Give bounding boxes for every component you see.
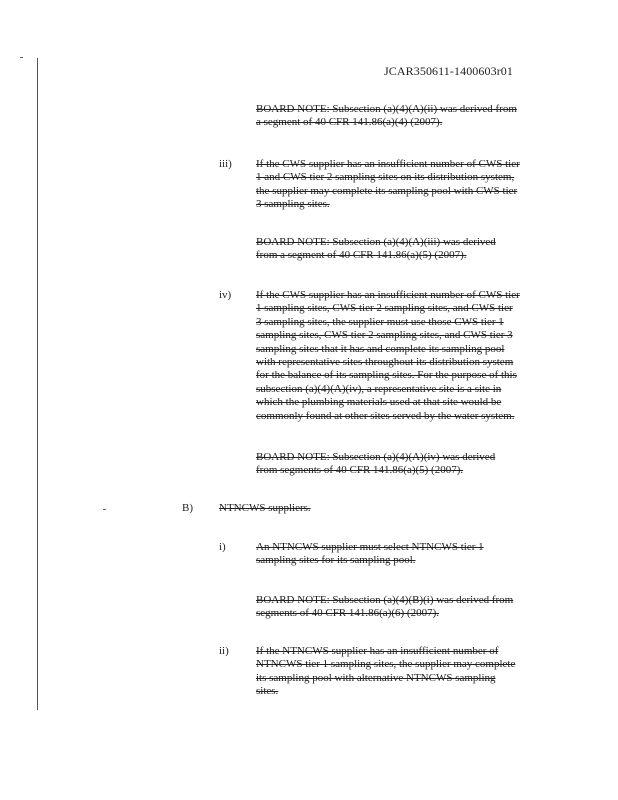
text-line: sampling sites for its sampling pool.	[256, 554, 416, 567]
item-marker: i)	[219, 541, 226, 553]
text-line: BOARD NOTE: Subsection (a)(4)(A)(ii) was derived from	[256, 103, 517, 115]
margin-tick	[103, 509, 106, 510]
item-paragraph	[256, 158, 520, 212]
item-marker: iii)	[219, 158, 232, 170]
text-line: NTNCWS suppliers.	[219, 502, 311, 514]
text-line: sites.	[256, 685, 279, 698]
margin-tick	[20, 57, 23, 58]
text-line: sampling sites, CWS tier 2 sampling sites, and CWS tier 3	[256, 329, 513, 342]
section-heading	[219, 502, 311, 515]
text-line: its sampling pool with alternative NTNCWS sampling	[256, 671, 496, 684]
item-marker: iv)	[219, 289, 232, 301]
item-paragraph	[256, 541, 484, 568]
board-note	[256, 103, 517, 130]
text-line: If the CWS supplier has an insufficient number of CWS tier	[256, 289, 520, 301]
text-line: the supplier may complete its sampling pool with CWS tier	[256, 184, 518, 197]
text-line: from a segment of 40 CFR 141.86(a)(5) (2007).	[256, 249, 467, 262]
text-line: a segment of 40 CFR 141.86(a)(4) (2007).	[256, 116, 443, 129]
text-line: 1 sampling sites, CWS tier 2 sampling sites, and CWS tier	[256, 302, 513, 315]
text-line: 1 and CWS tier 2 sampling sites on its distribution system,	[256, 171, 515, 184]
text-line: from segments of 40 CFR 141.86(a)(5) (2007).	[256, 464, 464, 477]
text-line: NTNCWS tier 1 sampling sites, the supplier may complete	[256, 658, 516, 671]
text-line: If the CWS supplier has an insufficient number of CWS tier	[256, 158, 520, 170]
text-line: commonly found at other sites served by the water system.	[256, 409, 515, 422]
text-line: segments of 40 CFR 141.86(a)(6) (2007).	[256, 607, 440, 620]
board-note	[256, 451, 495, 478]
board-note	[256, 594, 513, 621]
text-line: subsection (a)(4)(A)(iv), a representative site is a site in	[256, 382, 502, 395]
revision-margin-bar	[37, 58, 38, 710]
text-line: BOARD NOTE: Subsection (a)(4)(A)(iv) was derived	[256, 451, 496, 463]
section-marker: B)	[182, 502, 193, 514]
item-paragraph	[256, 289, 520, 423]
text-line: BOARD NOTE: Subsection (a)(4)(B)(i) was derived from	[256, 594, 514, 606]
item-marker: ii)	[219, 645, 229, 657]
text-line: sampling sites that it has and complete its sampling pool	[256, 342, 505, 355]
text-line: An NTNCWS supplier must select NTNCWS tier 1	[256, 541, 484, 553]
item-paragraph	[256, 645, 515, 699]
text-line: 3 sampling sites.	[256, 198, 330, 211]
text-line: which the plumbing materials used at that site would be	[256, 396, 502, 409]
text-line: for the balance of its sampling sites. For the purpose of this	[256, 369, 517, 382]
text-line: If the NTNCWS supplier has an insufficient number of	[256, 645, 499, 657]
board-note	[256, 236, 496, 263]
text-line: with representative sites throughout its distribution system	[256, 356, 514, 369]
text-line: 3 sampling sites, the supplier must use those CWS tier 1	[256, 315, 504, 328]
text-line: BOARD NOTE: Subsection (a)(4)(A)(iii) was derived	[256, 236, 496, 248]
document-id: JCAR350611-1400603r01	[384, 64, 513, 78]
